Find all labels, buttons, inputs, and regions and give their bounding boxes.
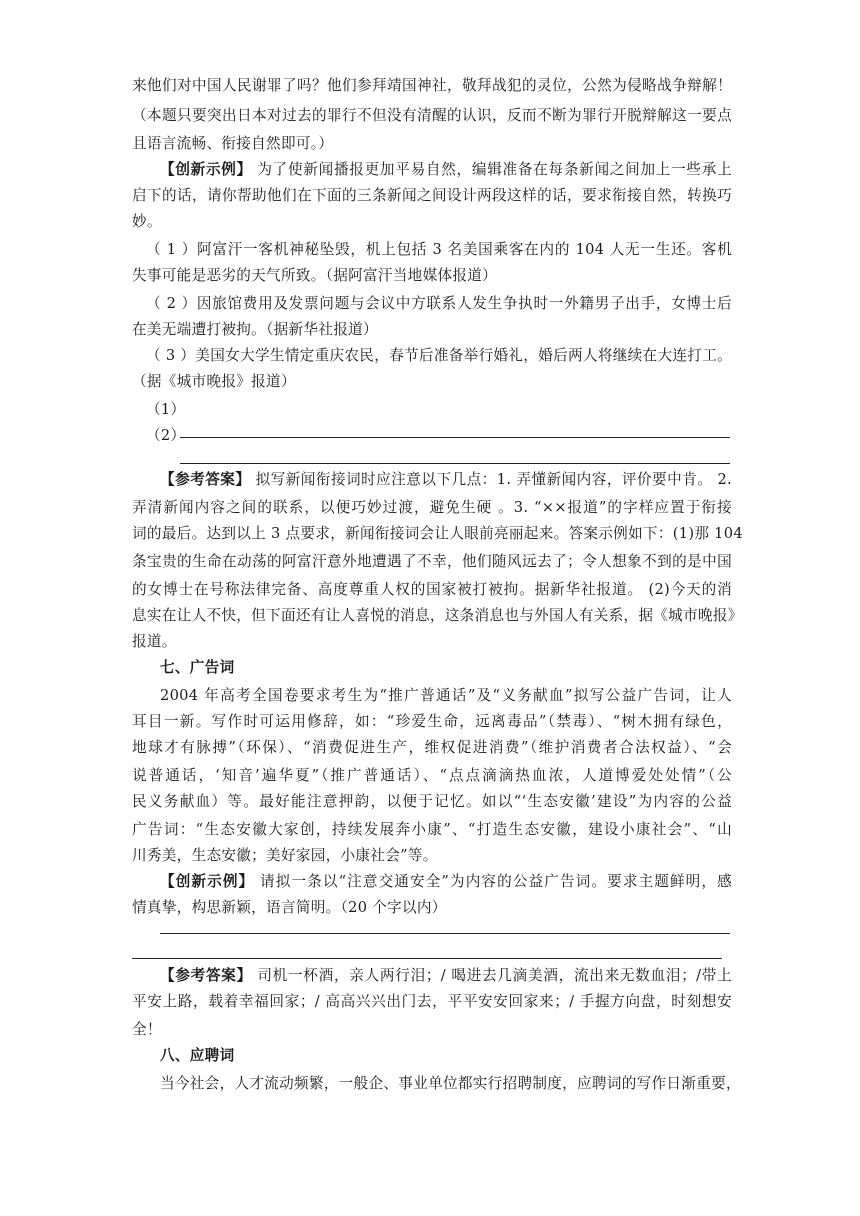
- example-label: 【创新示例】: [160, 873, 255, 890]
- news-item: （ 3 ）美国女大学生情定重庆农民，春节后准备举行婚礼，婚后两人将继续在大连打工。: [146, 347, 732, 364]
- text-line: （本题只要突出日本对过去的罪行不但没有清醒的认识，反而不断为罪行开脱辩解这一要点: [132, 107, 732, 124]
- answer-blank-line: [160, 933, 730, 934]
- text-line: 启下的话，请你帮助他们在下面的三条新闻之间设计两段这样的话，要求衔接自然，转换巧: [132, 187, 732, 204]
- text-line: 来他们对中国人民谢罪了吗？他们参拜靖国神社，敬拜战犯的灵位，公然为侵略战争辩解！: [132, 77, 732, 94]
- text-line: 2004 年高考全国卷要求考生为“推广普通话”及“义务献血”拟写公益广告词，让人: [160, 687, 732, 704]
- example-line: 【创新示例】 为了使新闻播报更加平易自然，编辑准备在每条新闻之间加上一些承上: [160, 161, 732, 178]
- section-heading: 八、应聘词: [160, 1047, 235, 1064]
- text-line: 耳目一新。写作时可运用修辞，如：“珍爱生命，远离毒品”（禁毒）、“树木拥有绿色，: [132, 713, 732, 730]
- text-line: 弄清新闻内容之间的联系，以便巧妙过渡，避免生硬 。3. “××报道”的字样应置于衔接: [132, 499, 732, 516]
- news-item: （ 1 ）阿富汗一客机神秘坠毁，机上包括 3 名美国乘客在内的 104 人无一生还。客机: [146, 241, 732, 258]
- news-item: （ 2 ）因旅馆费用及发票问题与会议中方联系人发生争执时一外籍男子出手，女博士后: [146, 295, 732, 312]
- text-line: 当今社会，人才流动频繁，一般企、事业单位都实行招聘制度，应聘词的写作日渐重要，: [160, 1075, 741, 1092]
- text-line: 息实在让人不快，但下面还有让人喜悦的消息，这条消息也与外国人有关系，据《城市晚报》: [132, 607, 743, 624]
- text-line: 情真挚，构思新颖，语言简明。（20 个字以内）: [132, 899, 447, 916]
- text-line: 广告词：“生态安徽大家创，持续发展奔小康”、“打造生态安徽，建设小康社会”、“山: [132, 821, 732, 838]
- answer-blank-line: [180, 437, 730, 438]
- example-line: 【创新示例】 请拟一条以“注意交通安全”为内容的公益广告词。要求主题鲜明，感: [160, 873, 732, 890]
- answer-blank-line: [180, 463, 730, 464]
- text-line: 川秀美，生态安徽；美好家园，小康社会”等。: [132, 847, 438, 864]
- text-line: 的女博士在号称法律完备、高度尊重人权的国家被打被拘。据新华社报道。 (2)今天的消: [132, 581, 732, 598]
- text-line: 平安上路，载着幸福回家；/ 高高兴兴出门去，平平安安回家来；/ 手握方向盘，时刻想安: [132, 993, 732, 1010]
- text-line: 在美无端遭打被拘。（据新华社报道）: [132, 321, 378, 338]
- answer-line: 【参考答案】 司机一杯酒，亲人两行泪；/ 喝进去几滴美酒，流出来无数血泪；/带上: [160, 967, 732, 984]
- answer-label: 【参考答案】: [160, 471, 251, 488]
- text-line: 妙。: [132, 213, 162, 230]
- blank-label: （1）: [146, 401, 186, 418]
- text-line: 失事可能是恶劣的天气所致。（据阿富汗当地媒体报道）: [132, 267, 498, 284]
- text-line: 地球才有脉搏”（环保）、“消费促进生产，维权促进消费”（维护消费者合法权益）、“会: [132, 739, 732, 756]
- blank-label: （2）: [146, 427, 186, 444]
- text-line: 词的最后。达到以上 3 点要求，新闻衔接词会让人眼前亮丽起来。答案示例如下：(1)那 104: [132, 525, 743, 542]
- answer-label: 【参考答案】: [160, 967, 252, 984]
- example-label: 【创新示例】: [160, 161, 252, 178]
- text-line: 民义务献血）等。最好能注意押韵，以便于记忆。如以“‘生态安徽’建设”为内容的公益: [132, 793, 732, 810]
- text-line: 且语言流畅、衔接自然即可。）: [132, 135, 334, 152]
- text-line: 报道。: [132, 633, 177, 650]
- answer-blank-line: [132, 958, 722, 959]
- text-line: 说普通话，‘知音’遍华夏”（推广普通话）、“点点滴滴热血浓，人道博爱处处情”（公: [132, 767, 732, 784]
- answer-line: 【参考答案】 拟写新闻衔接词时应注意以下几点：1. 弄懂新闻内容，评价要中肯。 2.: [160, 471, 732, 488]
- text-line: 全！: [132, 1021, 162, 1038]
- text-line: 条宝贵的生命在动荡的阿富汗意外地遭遇了不幸，他们随风远去了；令人想象不到的是中国: [132, 553, 732, 570]
- text-line: （据《城市晚报》报道）: [132, 373, 296, 390]
- section-heading: 七、广告词: [160, 659, 235, 676]
